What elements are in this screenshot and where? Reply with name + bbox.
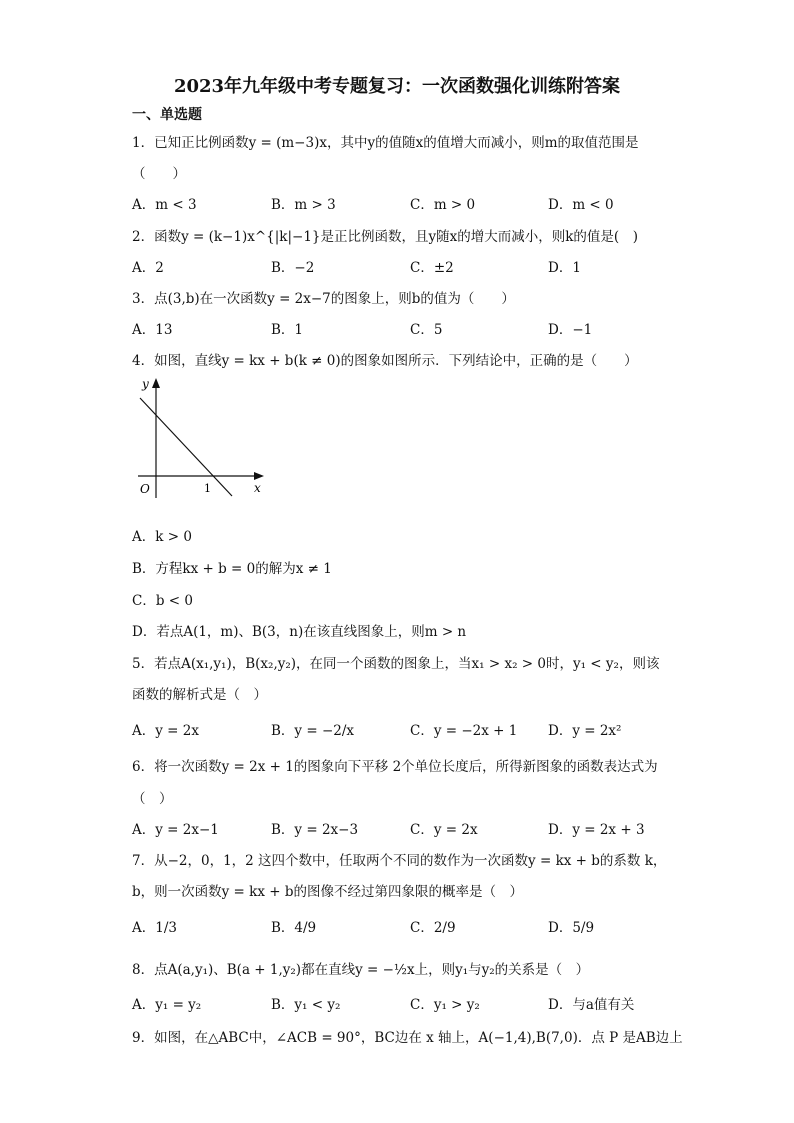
option: C．y = −2x + 1	[410, 723, 518, 739]
question-text: 如图，在△ABC中，∠ACB = 90°，BC边在 x 轴上，A(−1,4),B(7,0)．点 P 是AB边上	[154, 1030, 683, 1046]
option: A．1/3	[132, 920, 177, 936]
option: A．y = 2x	[132, 723, 199, 739]
question-text: 将一次函数y = 2x + 1的图象向下平移 2个单位长度后，所得新图象的函数表达式为	[154, 759, 658, 775]
tick-label: 1	[204, 482, 211, 495]
question-1-paren: （ ）	[132, 166, 186, 182]
option: A．2	[132, 260, 164, 276]
section-heading: 一、单选题	[132, 107, 202, 123]
question-number: 9．	[132, 1030, 155, 1046]
option: D．5/9	[548, 920, 595, 936]
x-axis-arrow	[254, 472, 264, 480]
option: C．m > 0	[410, 197, 476, 213]
option: B．1	[271, 322, 304, 338]
option: D．m < 0	[548, 197, 614, 213]
question-5-line2: 函数的解析式是（ ）	[132, 687, 267, 703]
option: A．y = 2x−1	[132, 822, 219, 838]
option: C．y = 2x	[410, 822, 478, 838]
question-number: 5．	[132, 656, 155, 672]
question-number: 3．	[132, 291, 155, 307]
function-line	[140, 398, 232, 496]
question-8	[132, 958, 589, 978]
option: D．与a值有关	[548, 997, 635, 1013]
option: C．y₁ > y₂	[410, 997, 480, 1013]
question-number: 7．	[132, 853, 155, 869]
question-6	[132, 755, 658, 775]
question-number: 6．	[132, 759, 155, 775]
question-text: 点(3,b)在一次函数y = 2x−7的图象上，则b的值为（ ）	[154, 291, 515, 307]
question-text: 点A(a,y₁)、B(a + 1,y₂)都在直线y = −½x上，则y₁与y₂的关系是（ ）	[154, 962, 590, 978]
question-text: 如图，直线y = kx + b(k ≠ 0)的图象如图所示．下列结论中，正确的是（ ）	[154, 353, 638, 369]
option: D．y = 2x + 3	[548, 822, 645, 838]
question-number: 4．	[132, 353, 155, 369]
option: B．m > 3	[271, 197, 336, 213]
question-7	[132, 849, 666, 869]
question-4	[132, 349, 638, 369]
option: C．2/9	[410, 920, 456, 936]
question-9	[132, 1026, 683, 1046]
option: D．1	[548, 260, 581, 276]
origin-label: O	[140, 482, 150, 496]
question-number: 8．	[132, 962, 155, 978]
question-1	[132, 131, 639, 151]
option: C．±2	[410, 260, 454, 276]
option: D．若点A(1，m)、B(3，n)在该直线图象上，则m > n	[132, 624, 467, 640]
question-text: 若点A(x₁,y₁)，B(x₂,y₂)，在同一个函数的图象上，当x₁ > x₂ > 0时，y₁ < y₂，则该	[154, 656, 660, 672]
option: A．13	[132, 322, 173, 338]
question-text: 从−2，0，1，2 这四个数中，任取两个不同的数作为一次函数y = kx + b的系数 k，	[154, 853, 667, 869]
x-axis-label: x	[254, 481, 261, 495]
page-title: 2023年九年级中考专题复习：一次函数强化训练附答案	[173, 76, 621, 97]
option: B．y = −2/x	[271, 723, 355, 739]
question-3	[132, 287, 515, 307]
option: B．y = 2x−3	[271, 822, 359, 838]
question-6-paren: （ ）	[132, 791, 173, 807]
option: B．y₁ < y₂	[271, 997, 341, 1013]
question-text: 函数y = (k−1)x^{|k|−1}是正比例函数，且y随x的增大而减小，则k的值是( )	[154, 229, 638, 245]
option: D．−1	[548, 322, 593, 338]
option: B．方程kx + b = 0的解为x ≠ 1	[132, 561, 332, 577]
question-2	[132, 225, 638, 245]
question-number: 1．	[132, 135, 155, 151]
option: B．4/9	[271, 920, 317, 936]
option: D．y = 2x²	[548, 723, 622, 739]
question-7-line2: b，则一次函数y = kx + b的图像不经过第四象限的概率是（ ）	[132, 884, 523, 900]
line-graph-figure	[132, 376, 272, 506]
option: A．m < 3	[132, 197, 197, 213]
option: C．b < 0	[132, 593, 193, 609]
option: A．y₁ = y₂	[132, 997, 202, 1013]
y-axis-label: y	[142, 377, 149, 391]
option: C．5	[410, 322, 443, 338]
option: B．−2	[271, 260, 315, 276]
option: A．k > 0	[132, 529, 192, 545]
question-text: 已知正比例函数y = (m−3)x，其中y的值随x的值增大而减小，则m的取值范围是	[154, 135, 639, 151]
question-number: 2．	[132, 229, 155, 245]
y-axis-arrow	[152, 378, 160, 388]
question-5	[132, 652, 659, 672]
